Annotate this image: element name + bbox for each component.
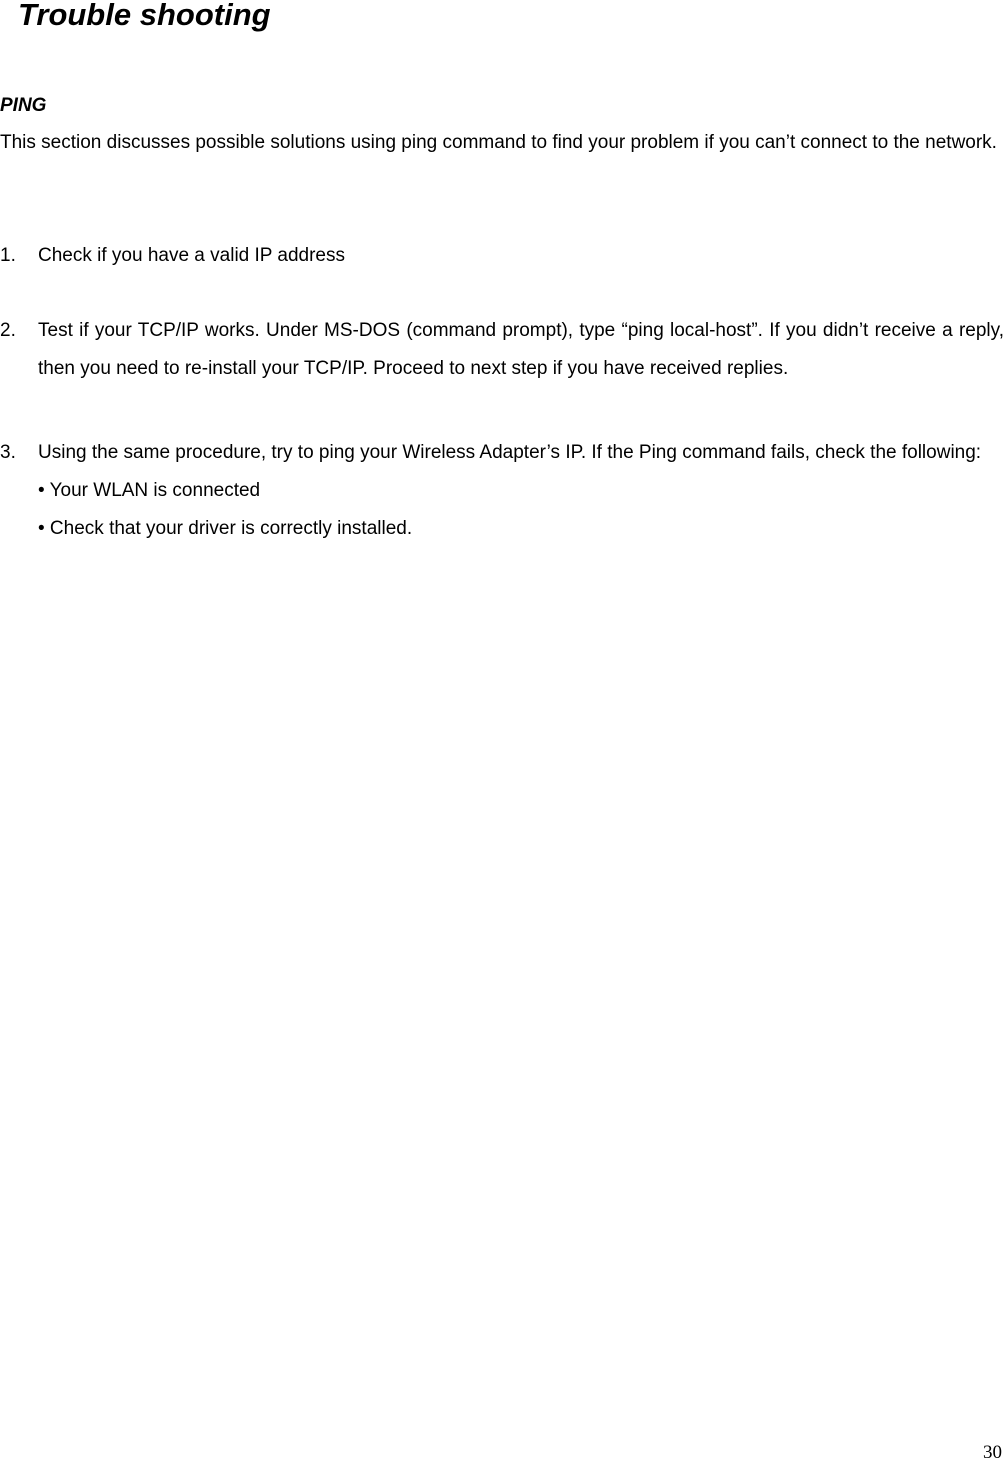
step-text: Using the same procedure, try to ping your Wireless Adapter’s IP. If the Ping command fails, check the following: xyxy=(38,442,982,463)
step-2 xyxy=(0,312,1004,388)
step-text: Test if your TCP/IP works. Under MS-DOS (command prompt), type “ping local-host”. If you didn’t receive a reply, then you need to re-install your TCP/IP. Proceed to next step if you have received replies. xyxy=(38,320,1004,379)
step-number: 3. xyxy=(0,442,16,463)
step-number: 1. xyxy=(0,245,16,266)
bullet-wlan-connected: • Your WLAN is connected xyxy=(38,480,261,501)
section-heading-ping: PING xyxy=(0,95,47,116)
step-text: Check if you have a valid IP address xyxy=(38,245,345,266)
step-3 xyxy=(0,434,1004,548)
page-title: Trouble shooting xyxy=(18,0,271,32)
bullet-driver-installed: • Check that your driver is correctly installed. xyxy=(38,518,413,539)
page-number: 30 xyxy=(983,1442,1002,1463)
step-1 xyxy=(0,237,1004,275)
step-number: 2. xyxy=(0,320,16,341)
intro-paragraph: This section discusses possible solutions using ping command to find your problem if you can’t connect to the network. xyxy=(0,132,997,153)
step-body xyxy=(38,434,1004,548)
